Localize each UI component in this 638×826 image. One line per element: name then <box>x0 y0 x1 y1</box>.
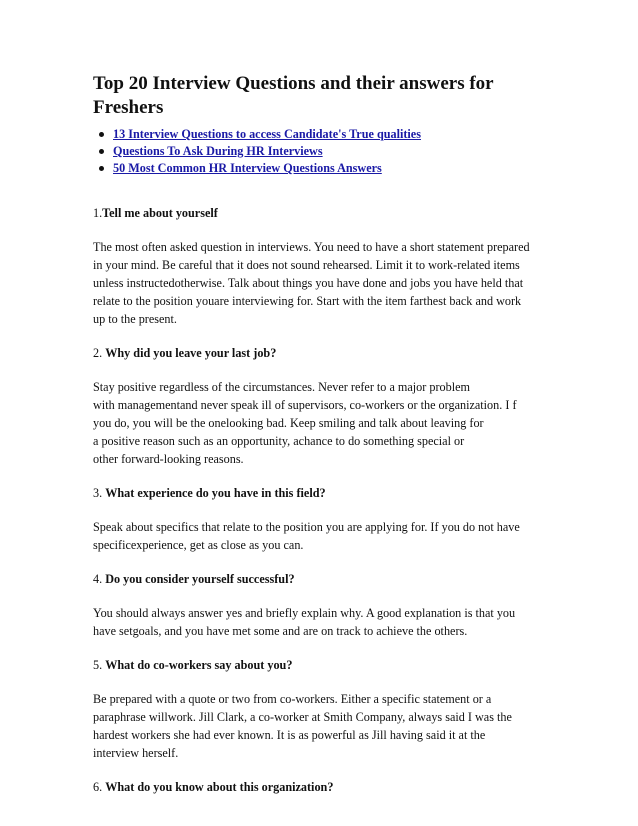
title-line-2: Freshers <box>93 97 164 118</box>
question-section-2 <box>93 344 553 468</box>
question-heading: 5. What do co-workers say about you? <box>93 658 293 672</box>
answer-text: The most often asked question in interviews. You need to have a short statement prepared in your mind. Be careful that it does not sound rehearsed. Limit it to work-related items unless instructedotherwise. Talk about things you have done and jobs you have held that relate to the position youare interviewing for. Start with the item farthest back and work up to the present. <box>93 240 530 326</box>
question-text: What do co-workers say about you? <box>105 658 293 672</box>
related-links-list <box>93 126 553 177</box>
document-content <box>93 72 553 796</box>
question-section-1 <box>93 204 553 328</box>
question-text: Do you consider yourself successful? <box>105 572 295 586</box>
answer-text: Be prepared with a quote or two from co-workers. Either a specific statement or a paraphrase willwork. Jill Clark, a co-worker at Smith Company, always said I was the hardest workers she had ever known. It is as powerful as Jill having said it at the interview herself. <box>93 692 512 760</box>
answer-text: You should always answer yes and briefly explain why. A good explanation is that you have setgoals, and you have met some and are on track to achieve the others. <box>93 606 516 638</box>
question-heading: 2. Why did you leave your last job? <box>93 346 277 360</box>
answer-text: Speak about specifics that relate to the position you are applying for. If you do not have specificexperience, get as close as you can. <box>93 520 520 552</box>
question-section-6 <box>93 778 553 796</box>
question-section-3 <box>93 484 553 554</box>
question-section-5 <box>93 656 553 762</box>
link-50-common-questions[interactable]: 50 Most Common HR Interview Questions Answers <box>113 161 382 175</box>
question-heading: 3. What experience do you have in this field? <box>93 486 326 500</box>
link-13-interview-questions[interactable]: 13 Interview Questions to access Candidate's True qualities <box>113 127 421 141</box>
list-item <box>113 126 553 143</box>
question-text: What do you know about this organization? <box>105 780 334 794</box>
question-heading: 4. Do you consider yourself successful? <box>93 572 295 586</box>
question-heading: 6. What do you know about this organization? <box>93 780 334 794</box>
title-line-1: Top 20 Interview Questions and their answers for <box>93 73 494 94</box>
question-heading: 1.Tell me about yourself <box>93 206 218 220</box>
question-text: Tell me about yourself <box>102 206 218 220</box>
page-title <box>93 72 553 120</box>
question-section-4 <box>93 570 553 640</box>
answer-text: Stay positive regardless of the circumstances. Never refer to a major problem with managementand never speak ill of supervisors, co-workers or the organization. I f you do, you will be the onelooking bad. Keep smiling and talk about leaving for a positive reason such as an opportunity, achance to do something special or other forward-looking reasons. <box>93 380 517 466</box>
list-item <box>113 143 553 160</box>
question-text: Why did you leave your last job? <box>105 346 277 360</box>
link-hr-interview-questions[interactable]: Questions To Ask During HR Interviews <box>113 144 323 158</box>
question-text: What experience do you have in this field? <box>105 486 326 500</box>
list-item <box>113 160 553 177</box>
